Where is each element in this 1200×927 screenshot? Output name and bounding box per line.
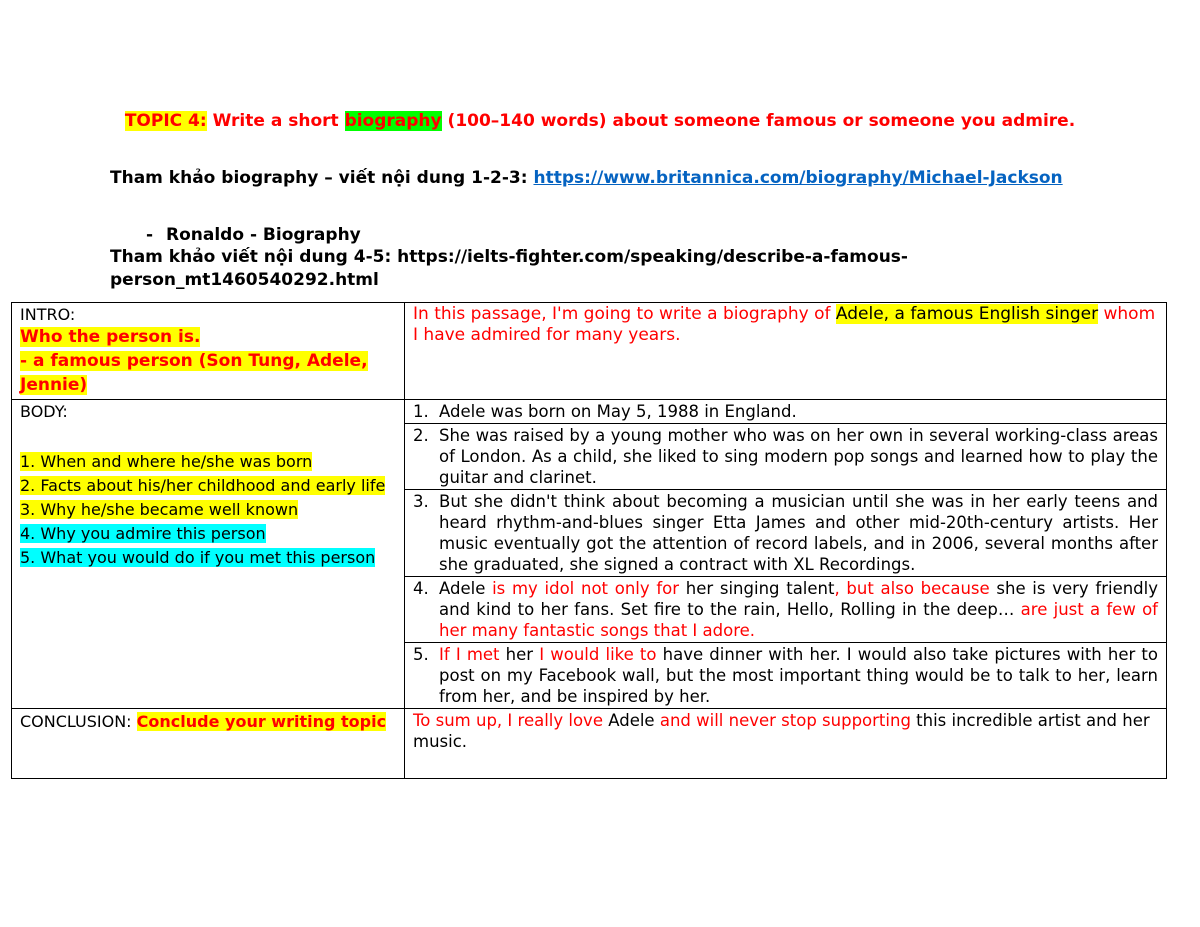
conclusion-a: To sum up, I really love <box>413 711 603 730</box>
body-item-5 <box>405 643 1166 708</box>
item-number: 3. <box>413 492 429 511</box>
intro-guide-line1: Who the person is. <box>20 327 201 347</box>
item-text: But she didn't think about becoming a musician until she was in her early teens and heard rhythm-and-blues singer Etta James and other mid-20th-century artists. Her music eventually got the attention of record labels, and in 2006, several months after she graduated, she signed a contract with XL Recordings. <box>439 492 1158 574</box>
item-text: She was raised by a young mother who was on her own in several working-class areas of London. As a child, she liked to sing modern pop songs and learned how to play the guitar and clarinet. <box>439 426 1158 487</box>
conclusion-d: this incredible artist and her music. <box>413 711 1150 751</box>
item5-c: I would like to <box>539 645 657 664</box>
item-number: 1. <box>413 402 429 421</box>
title-keyword: biography <box>344 111 442 131</box>
item-text <box>439 644 1158 707</box>
topic-label: TOPIC 4: <box>124 111 207 131</box>
guide-5: 5. What you would do if you met this person <box>20 548 376 567</box>
item5-a: If I met <box>439 645 500 664</box>
item-text: Adele was born on May 5, 1988 in England. <box>439 402 797 421</box>
conclusion-guide-cell <box>12 709 405 779</box>
guide-2: 2. Facts about his/her childhood and early life <box>20 476 386 495</box>
reference-1 <box>110 167 1090 190</box>
intro-content-highlight: Adele, a famous English singer <box>835 304 1099 324</box>
item-number: 4. <box>413 579 429 598</box>
reference-1-label: Tham khảo biography – viết nội dung 1-2-3: <box>110 168 534 188</box>
body-guides <box>20 450 396 570</box>
guide-1: 1. When and where he/she was born <box>20 452 313 471</box>
intro-label: INTRO: <box>20 305 76 324</box>
body-label: BODY: <box>20 402 68 421</box>
intro-content-cell <box>405 303 1167 400</box>
item-number: 2. <box>413 426 429 445</box>
body-item-3 <box>405 490 1166 577</box>
bullet-dash: - <box>146 225 154 245</box>
reference-2: Tham khảo viết nội dung 4-5: https://ielts-fighter.com/speaking/describe-a-famous-person_mt1460540292.html <box>110 247 908 290</box>
conclusion-c: and will never stop supporting <box>659 711 911 730</box>
item4-a: Adele <box>439 579 493 598</box>
body-guide-cell <box>12 400 405 709</box>
reference-1-link[interactable]: https://www.britannica.com/biography/Michael-Jackson <box>533 168 1063 188</box>
item4-b: is my idol not only for <box>492 579 680 598</box>
body-row <box>12 400 1167 709</box>
title-pre: Write a short <box>206 111 345 131</box>
item5-d: have dinner with her. I would also take pictures with her to post on my Facebook wall, but the most important thing would be to talk to her, learn from her, and be inspired by her. <box>439 645 1158 706</box>
conclusion-row <box>12 709 1167 779</box>
title-post: (100–140 words) about someone famous or someone you admire. <box>441 111 1076 131</box>
intro-guide-line2: - a famous person (Son Tung, Adele, Jennie) <box>20 351 368 395</box>
item5-b: her <box>499 645 540 664</box>
intro-guide <box>20 325 396 397</box>
topic-title <box>110 110 1090 132</box>
intro-row <box>12 303 1167 400</box>
item4-e: she is very friendly and kind to her fans. Set fire to the rain, Hello, Rolling in the deep… <box>439 579 1159 619</box>
ronaldo-label: Ronaldo - Biography <box>166 225 361 245</box>
item-text <box>439 578 1158 641</box>
item4-d: , but also because <box>834 579 990 598</box>
conclusion-content-cell <box>405 709 1167 779</box>
biography-table <box>11 302 1167 779</box>
intro-content-part1: In this passage, I'm going to write a biography of <box>413 304 836 324</box>
guide-4: 4. Why you admire this person <box>20 524 266 543</box>
body-item-2 <box>405 424 1166 490</box>
intro-content-part2: whom I have admired for many years. <box>413 304 1156 345</box>
item-number: 5. <box>413 645 429 664</box>
intro-guide-cell <box>12 303 405 400</box>
body-item-1 <box>405 400 1166 424</box>
conclusion-guide: Conclude your writing topic <box>136 712 387 731</box>
item4-c: her singing talent <box>679 579 835 598</box>
conclusion-b: Adele <box>602 711 660 730</box>
item4-f: are just a few of her many fantastic songs that I adore. <box>439 600 1158 640</box>
body-item-4 <box>405 577 1166 643</box>
body-content-cell <box>405 400 1167 709</box>
conclusion-label: CONCLUSION: <box>20 712 137 731</box>
ronaldo-bullet <box>146 224 361 246</box>
guide-3: 3. Why he/she became well known <box>20 500 299 519</box>
